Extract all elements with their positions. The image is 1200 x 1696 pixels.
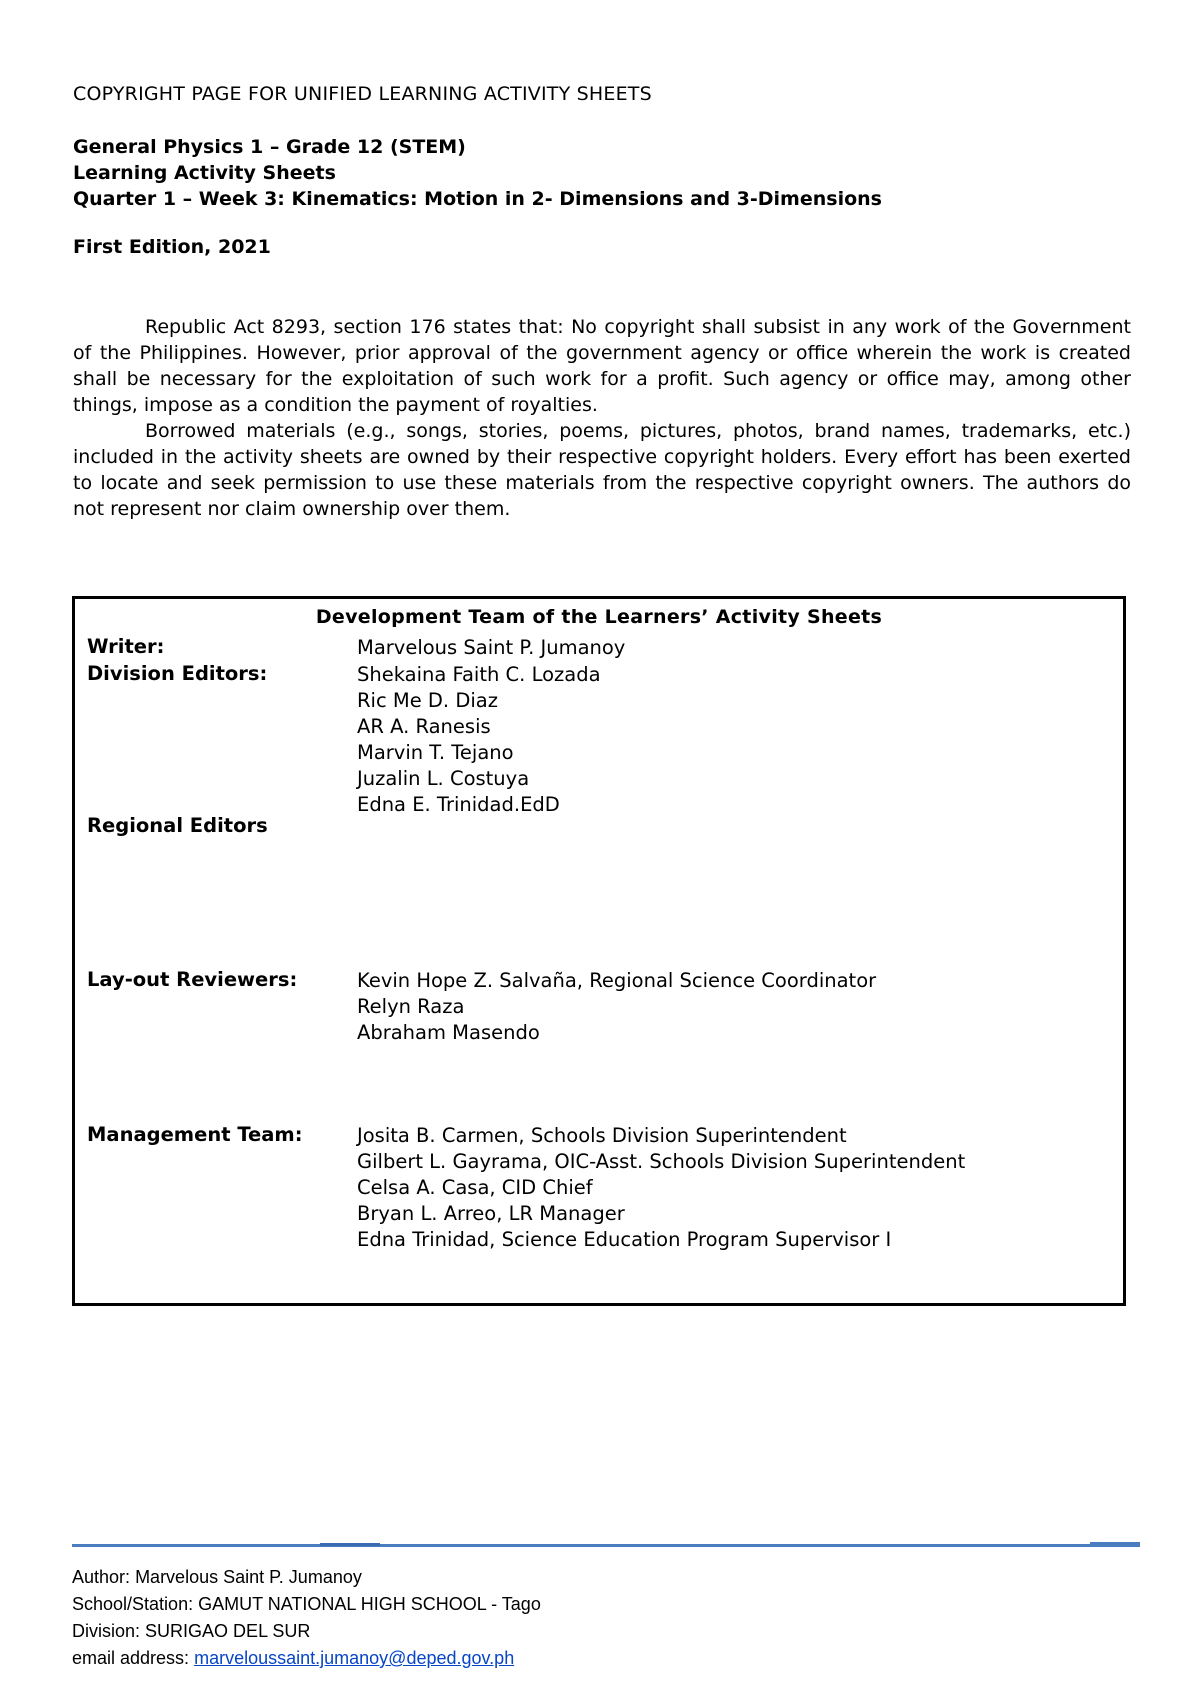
management-member-name: Celsa A. Casa, CID Chief xyxy=(357,1176,593,1199)
layout-reviewer-name: Kevin Hope Z. Salvaña, Regional Science Coordinator xyxy=(357,969,877,992)
writer-label: Writer: xyxy=(87,635,165,658)
management-member-name: Edna Trinidad, Science Education Program Supervisor I xyxy=(357,1228,892,1251)
copyright-notice xyxy=(73,314,1131,522)
division-editors-label: Division Editors: xyxy=(87,662,268,685)
regional-editors-label: Regional Editors xyxy=(87,814,268,837)
division-editors-names xyxy=(357,662,601,818)
footer-email-line xyxy=(72,1645,541,1672)
footer-division-value: SURIGAO DEL SUR xyxy=(145,1621,311,1641)
copyright-paragraph-2: Borrowed materials (e.g., songs, stories, poems, pictures, photos, brand names, trademarks, etc.) included in the activity sheets are owned by their respective copyright holders. Every effort has been exerted to locate and seek permission to use these materials from the respective copyright owners. The authors do not represent nor claim ownership over them. xyxy=(73,420,1131,520)
division-editor-name: AR A. Ranesis xyxy=(357,715,491,738)
footer-info xyxy=(72,1564,541,1672)
development-team-box xyxy=(72,596,1126,1306)
footer-divider-accent xyxy=(320,1543,380,1546)
management-member-name: Josita B. Carmen, Schools Division Superintendent xyxy=(357,1124,847,1147)
management-team-label: Management Team: xyxy=(87,1123,303,1146)
division-editor-name: Marvin T. Tejano xyxy=(357,741,514,764)
footer-email-label: email address: xyxy=(72,1648,190,1668)
layout-reviewers-label: Lay-out Reviewers: xyxy=(87,968,298,991)
footer-author-value: Marvelous Saint P. Jumanoy xyxy=(135,1567,362,1587)
copyright-paragraph-1: Republic Act 8293, section 176 states that: No copyright shall subsist in any work of the Government of the Philippines. However, prior approval of the government agency or office wherein the work is created shall be necessary for the exploitation of such work for a profit. Such agency or office may, among other things, impose as a condition the payment of royalties. xyxy=(73,316,1131,416)
writer-name: Marvelous Saint P. Jumanoy xyxy=(357,636,626,659)
layout-reviewer-name: Abraham Masendo xyxy=(357,1021,540,1044)
footer-author-label: Author: xyxy=(72,1567,131,1587)
division-editor-name: Juzalin L. Costuya xyxy=(357,767,530,790)
management-member-name: Gilbert L. Gayrama, OIC-Asst. Schools Division Superintendent xyxy=(357,1150,966,1173)
edition-label: First Edition, 2021 xyxy=(73,236,271,258)
footer-divider-end-accent xyxy=(1090,1542,1140,1546)
footer-division-line xyxy=(72,1618,541,1645)
copyright-heading: COPYRIGHT PAGE FOR UNIFIED LEARNING ACTIVITY SHEETS xyxy=(73,83,652,105)
footer-school-value: GAMUT NATIONAL HIGH SCHOOL - Tago xyxy=(198,1594,541,1614)
division-editor-name: Edna E. Trinidad.EdD xyxy=(357,793,560,816)
division-editor-name: Shekaina Faith C. Lozada xyxy=(357,663,601,686)
sheet-type-title: Learning Activity Sheets xyxy=(73,162,336,184)
footer-author-line xyxy=(72,1564,541,1591)
division-editor-name: Ric Me D. Diaz xyxy=(357,689,498,712)
footer-divider xyxy=(72,1544,1140,1547)
title-block xyxy=(73,134,882,212)
footer-email-link[interactable]: marveloussaint.jumanoy@deped.gov.ph xyxy=(194,1648,515,1668)
footer-division-label: Division: xyxy=(72,1621,141,1641)
management-team-names xyxy=(357,1123,965,1253)
writer-names xyxy=(357,635,625,661)
footer-school-line xyxy=(72,1591,541,1618)
development-team-heading: Development Team of the Learners’ Activity Sheets xyxy=(315,606,883,628)
course-title: General Physics 1 – Grade 12 (STEM) xyxy=(73,136,466,158)
layout-reviewers-names xyxy=(357,968,876,1046)
footer-school-label: School/Station: xyxy=(72,1594,194,1614)
quarter-week-title: Quarter 1 – Week 3: Kinematics: Motion in 2- Dimensions and 3-Dimensions xyxy=(73,188,882,210)
layout-reviewer-name: Relyn Raza xyxy=(357,995,465,1018)
management-member-name: Bryan L. Arreo, LR Manager xyxy=(357,1202,625,1225)
